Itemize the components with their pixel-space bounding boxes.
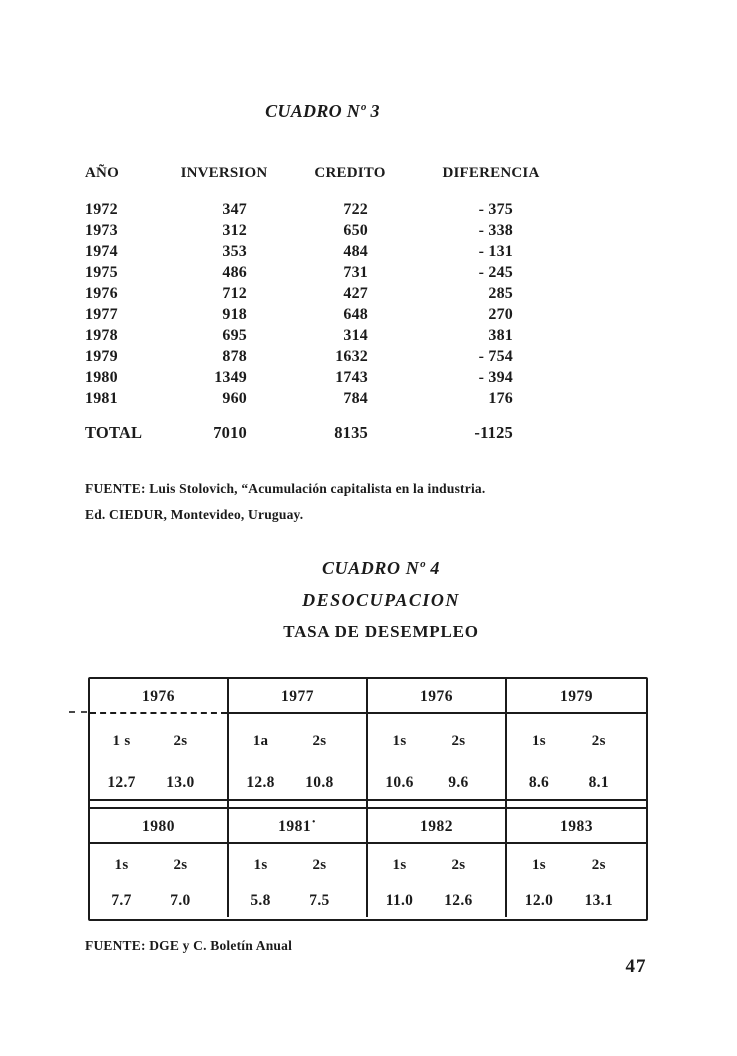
semester-headers <box>368 714 505 750</box>
year-group-1982 <box>368 809 507 917</box>
year-group-1980 <box>90 809 229 917</box>
cell: 695 <box>222 327 247 344</box>
rate-value: 8.1 <box>588 774 609 791</box>
rate-value: 12.7 <box>107 774 136 791</box>
total-inversion: 7010 <box>213 423 247 442</box>
cell: 1349 <box>214 369 247 386</box>
year-header: 1979 <box>507 679 646 714</box>
cuadro3-source-line1: FUENTE: Luis Stolovich, “Acumulación capitalista en la industria. <box>85 481 486 496</box>
rate-values <box>368 750 505 792</box>
cuadro3-table <box>85 165 565 443</box>
cell: 312 <box>222 222 247 239</box>
cell: 878 <box>222 348 247 365</box>
cell: - 245 <box>478 264 513 281</box>
semester-headers <box>229 714 366 750</box>
cuadro3-source-line2: Ed. CIEDUR, Montevideo, Uruguay. <box>85 507 304 522</box>
semester-label: 1s <box>532 733 546 749</box>
semester-label: 2s <box>173 733 188 749</box>
rate-values <box>90 750 227 792</box>
cuadro4-subtitle2: TASA DE DESEMPLEO <box>283 622 479 641</box>
cell: 918 <box>222 306 247 323</box>
cell: 1974 <box>85 243 118 260</box>
total-label: TOTAL <box>85 423 143 442</box>
cell: 353 <box>222 243 247 260</box>
col-header-credito: CREDITO <box>314 165 386 181</box>
rate-values <box>507 750 646 792</box>
col-header-inversion: INVERSION <box>180 165 268 181</box>
total-diferencia: -1125 <box>474 423 513 442</box>
semester-label: 1s <box>253 857 268 873</box>
cell: 427 <box>343 285 368 302</box>
rate-value: 10.8 <box>305 774 334 791</box>
cell: 784 <box>343 390 368 407</box>
cell: 484 <box>343 243 368 260</box>
cell: 176 <box>488 390 513 407</box>
semester-label: 2s <box>312 733 327 749</box>
semester-label: 1s <box>114 857 129 873</box>
scan-dash-artifact <box>69 711 87 713</box>
semester-label: 2s <box>173 857 188 873</box>
semester-label: 2s <box>591 857 606 873</box>
cuadro4-subtitle: DESOCUPACION <box>302 590 460 610</box>
rate-value: 5.8 <box>250 892 271 909</box>
cell: 486 <box>222 264 247 281</box>
rate-value: 13.0 <box>166 774 195 791</box>
cell: 712 <box>222 285 247 302</box>
rate-value: 12.8 <box>246 774 275 791</box>
semester-headers <box>229 844 366 874</box>
cell: 722 <box>343 201 368 218</box>
col-header-ano: AÑO <box>85 165 119 181</box>
semester-label: 1s <box>532 857 546 873</box>
cell: 1979 <box>85 348 118 365</box>
semester-headers <box>90 844 227 874</box>
cell: 1981 <box>85 390 118 407</box>
year-header: 1977 <box>229 679 366 714</box>
rate-values <box>229 750 366 792</box>
cell: 1976 <box>85 285 118 302</box>
year-header: 1983 <box>507 809 646 844</box>
year-header: 1981˙ <box>229 809 366 844</box>
year-group-1979 <box>507 679 646 799</box>
cell: 1632 <box>335 348 368 365</box>
cell: 270 <box>488 306 513 323</box>
year-group-1976a <box>90 679 229 799</box>
cell: - 394 <box>478 369 513 386</box>
semester-label: 2s <box>591 733 606 749</box>
rate-values <box>507 874 646 910</box>
cell: 1972 <box>85 201 118 218</box>
semester-headers <box>90 714 227 750</box>
cell: 381 <box>488 327 513 344</box>
cell: 1978 <box>85 327 118 344</box>
semester-label: 1 s <box>112 733 131 749</box>
rate-value: 9.6 <box>448 774 469 791</box>
rate-value: 12.6 <box>444 892 473 909</box>
cell: 1743 <box>335 369 368 386</box>
cuadro4-top-half <box>90 679 646 799</box>
semester-label: 1a <box>252 733 269 749</box>
cell: 285 <box>488 285 513 302</box>
cell: 960 <box>222 390 247 407</box>
page-number: 47 <box>625 956 647 977</box>
rate-value: 12.0 <box>524 892 554 909</box>
semester-headers <box>507 714 646 750</box>
rate-value: 11.0 <box>385 892 414 909</box>
col-header-diferencia: DIFERENCIA <box>442 165 540 181</box>
year-group-1983 <box>507 809 646 917</box>
cell: 650 <box>343 222 368 239</box>
cell: 1980 <box>85 369 118 386</box>
year-header: 1980 <box>90 809 227 844</box>
semester-label: 1s <box>392 857 407 873</box>
year-group-1976b <box>368 679 507 799</box>
total-credito: 8135 <box>334 423 368 442</box>
cuadro3-title: CUADRO Nº 3 <box>265 101 380 121</box>
cell: - 338 <box>478 222 513 239</box>
rate-values <box>90 874 227 910</box>
cuadro4-bottom-half <box>90 809 646 917</box>
cell: 1977 <box>85 306 118 323</box>
cuadro4-table <box>88 677 648 921</box>
cell: 1973 <box>85 222 118 239</box>
rate-value: 7.5 <box>309 892 330 909</box>
cell: 347 <box>222 201 247 218</box>
semester-headers <box>507 844 646 874</box>
rate-value: 7.0 <box>170 892 191 909</box>
year-header: 1976 <box>90 679 227 714</box>
cell: 731 <box>343 264 368 281</box>
year-group-1981 <box>229 809 368 917</box>
rate-value: 7.7 <box>111 892 132 909</box>
double-rule-divider <box>90 799 646 809</box>
cell: 1975 <box>85 264 118 281</box>
cell: 648 <box>343 306 368 323</box>
rate-value: 8.6 <box>528 774 550 791</box>
cell: 314 <box>343 327 368 344</box>
cell: - 375 <box>478 201 513 218</box>
semester-label: 2s <box>451 733 466 749</box>
rate-values <box>229 874 366 910</box>
cuadro4-source: FUENTE: DGE y C. Boletín Anual <box>85 938 293 953</box>
cell: - 131 <box>478 243 513 260</box>
rate-values <box>368 874 505 910</box>
cuadro4-title: CUADRO Nº 4 <box>321 558 440 578</box>
semester-label: 1s <box>392 733 407 749</box>
semester-label: 2s <box>451 857 466 873</box>
rate-value: 10.6 <box>385 774 414 791</box>
cell: - 754 <box>478 348 513 365</box>
semester-label: 2s <box>312 857 327 873</box>
rate-value: 13.1 <box>584 892 613 909</box>
year-group-1977 <box>229 679 368 799</box>
year-header: 1982 <box>368 809 505 844</box>
year-header: 1976 <box>368 679 505 714</box>
semester-headers <box>368 844 505 874</box>
